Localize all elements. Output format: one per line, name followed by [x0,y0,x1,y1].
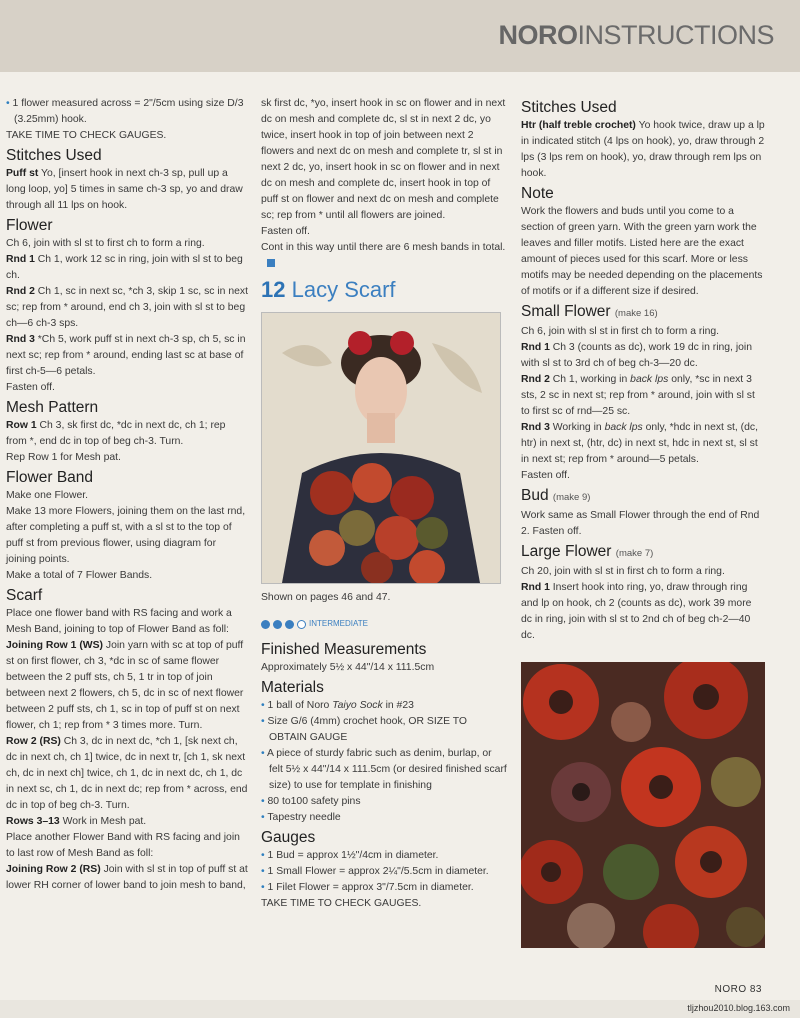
rnd3-text: *Ch 5, work puff st in next ch-3 sp, ch 5, sc in next sc; rep from * around, ending last sc at base of first ch-5—6 petals. [6,334,246,377]
small-flower-title: Small Flower [521,303,611,320]
fasten-off-2: Fasten off. [261,226,310,237]
shown-on: Shown on pages 46 and 47. [261,592,391,603]
bud-count: (make 9) [552,492,591,503]
stitches-heading: Stitches Used [6,147,102,164]
model-photo [261,312,501,584]
material-item: • A piece of sturdy fabric such as denim, burlap, or felt 5½ x 44"/14 x 111.5cm (or desired finished scarf size) to use for template in finishing [261,746,507,794]
flower-ch: Ch 6, join with sl st to first ch to form a ring. [6,238,205,249]
stitches-heading-2: Stitches Used [521,99,617,116]
take-time-note: TAKE TIME TO CHECK GAUGES. [6,130,167,141]
s-rnd2-label: Rnd 2 [521,374,550,385]
material-item: • 80 to100 safety pins [261,794,507,810]
row2-text: Ch 3, dc in next dc, *ch 1, [sk next ch, dc in next ch, ch 1] twice, dc in next tr, [ch 1, sk next ch, dc in next ch] twice, ch 1, dc in next dc, ch 1, dc in next sc, ch 1, dc in next dc; rep from * across, end dc in top of beg ch-3. Turn. [6,736,248,811]
small-flower-heading [521,302,765,323]
material-item: • Tapestry needle [261,810,507,826]
large-flower-title: Large Flower [521,543,612,560]
jr1-text: Join yarn with sc at top of puff st on first flower, ch 3, *dc in sc of same flower between the 2 puff sts, ch 5, 1 tr in top of join between next 2 flowers, ch 5, dc in sc of next flower between 2 puff sts, ch 1, sc in top of puff st on next flower, ch 1; rep from * 3 times more. Turn. [6,640,244,731]
rep-row: Rep Row 1 for Mesh pat. [6,452,121,463]
s-rnd3-italic: back lps [604,422,643,433]
difficulty-dot-icon [273,620,282,629]
band-2: Make 13 more Flowers, joining them on the last rnd, after completing a puff st, with a sl st to the top of puff st from previous flower, using diagram for joining points. [6,506,246,565]
scarf-closeup-photo [521,662,765,948]
column-3 [521,96,765,948]
material-post: in #23 [385,700,414,711]
rows-text: Work in Mesh pat. [62,816,147,827]
large-flower-heading [521,542,765,563]
column-1 [6,96,248,894]
gauge-item: • 1 Small Flower = approx 2¼"/5.5cm in diameter. [261,864,507,880]
puff-label: Puff st [6,168,39,179]
bud-text: Work same as Small Flower through the end of Rnd 2. Fasten off. [521,510,760,537]
rnd2-text: Ch 1, sc in next sc, *ch 3, skip 1 sc, sc in next sc; rep from * around, end ch 3, join with sl st to beg ch—6 ch-3 sps. [6,286,248,329]
bud-heading [521,486,765,507]
take-time-note-2: TAKE TIME TO CHECK GAUGES. [261,898,422,909]
gauge-item: • 1 Bud = approx 1½"/4cm in diameter. [261,848,507,864]
fasten-off: Fasten off. [6,382,55,393]
difficulty-dot-icon [261,620,270,629]
column-2 [261,96,507,912]
material-pre: 1 ball of Noro [267,700,330,711]
l-rnd1-text: Insert hook into ring, yo, draw through ring and lp on hook, ch 2 (counts as dc), work 39 more dc in ring, join with sl st to 2nd ch of beg ch-2—40 dc. [521,582,752,641]
s-rnd2-pre: Ch 1, working in [552,374,628,385]
scarf-heading: Scarf [6,587,43,604]
model-photo-illustration [262,313,500,583]
difficulty-dot-empty-icon [297,620,306,629]
material-item: • Size G/6 (4mm) crochet hook, OR SIZE TO OBTAIN GAUGE [261,714,507,746]
rnd3-label: Rnd 3 [6,334,35,345]
pattern-name: Lacy Scarf [291,277,396,302]
page-footer [715,984,762,995]
band-3: Make a total of 7 Flower Bands. [6,570,153,581]
row1-label: Row 1 [6,420,37,431]
bottom-band [0,1000,800,1018]
rnd1-text: Ch 1, work 12 sc in ring, join with sl st to beg ch. [6,254,243,281]
s-rnd3-pre: Working in [552,422,602,433]
rnd1-label: Rnd 1 [6,254,35,265]
place-another: Place another Flower Band with RS facing and join to last row of Mesh Band as foll: [6,832,240,859]
s-rnd3-label: Rnd 3 [521,422,550,433]
large-flower-count: (make 7) [615,548,654,559]
header-section: INSTRUCTIONS [577,20,774,50]
small-ch: Ch 6, join with sl st in first ch to form a ring. [521,326,720,337]
footer-brand: NORO [714,984,747,995]
gauge-line: • 1 flower measured across = 2"/5cm using size D/3 (3.25mm) hook. [6,96,248,128]
gauges-heading: Gauges [261,829,316,846]
s-rnd1-text: Ch 3 (counts as dc), work 19 dc in ring, join with sl st to 3rd ch of beg ch-3—20 dc. [521,342,753,369]
note-heading: Note [521,185,554,202]
band-heading: Flower Band [6,469,94,486]
htr-label: Htr (half treble crochet) [521,120,636,131]
difficulty-rating [261,616,507,632]
row2-label: Row 2 (RS) [6,736,61,747]
large-ch: Ch 20, join with sl st in first ch to form a ring. [521,566,725,577]
s-rnd2-italic: back lps [630,374,669,385]
material-yarn: Taiyo Sock [332,700,383,711]
jr1-label: Joining Row 1 (WS) [6,640,103,651]
band-1: Make one Flower. [6,490,89,501]
header-brand: NORO [498,20,578,50]
l-rnd1-label: Rnd 1 [521,582,550,593]
finished-heading: Finished Measurements [261,641,427,658]
puff-text: Yo, [insert hook in next ch-3 sp, pull up a long loop, yo] 5 times in same ch-3 sp, yo and draw through all 11 lps on hook. [6,168,243,211]
jr2-text: Join with sl st in top of puff st at lower RH corner of lower band to join mesh to band, [6,864,248,891]
mesh-heading: Mesh Pattern [6,399,99,416]
scarf-closeup-illustration [521,662,765,948]
s-rnd1-label: Rnd 1 [521,342,550,353]
cont-text: sk first dc, *yo, insert hook in sc on flower and in next dc on mesh and complete dc, sl st in next 2 dc, yo twice, insert hook in top of join between next 2 flowers and next dc on mesh and complete tr, sl st in next 2 dc, yo, insert hook in sc on flower and in next dc on mesh and complete dc, insert hook in top of puff st on flower and next dc on mesh and complete sc; rep from * until all flowers are joined. [261,98,506,221]
s-rnd2-post: only, *sc in next 3 sts, 2 sc in next st; rep from * around, join with sl st to first sc of rnd—25 sc. [521,374,755,417]
rows-label: Rows 3–13 [6,816,60,827]
fasten-off-3: Fasten off. [521,470,570,481]
scarf-intro: Place one flower band with RS facing and work a Mesh Band, joining to top of Flower Band as foll: [6,608,232,635]
htr-text: Yo hook twice, draw up a lp in indicated stitch (4 lps on hook), yo, draw through 2 lps (3 lps rem on hook), yo, draw through rem lps on hook. [521,120,765,179]
small-flower-count: (make 16) [614,308,658,319]
finished-text: Approximately 5½ x 44"/14 x 111.5cm [261,662,435,673]
flower-heading: Flower [6,217,53,234]
row1-text: Ch 3, sk first dc, *dc in next dc, ch 1; rep from *, end dc in top of beg ch-3. Turn. [6,420,226,447]
note-text: Work the flowers and buds until you come to a section of green yarn. With the green yarn work the leaves and filler motifs. Listed here are the exact amount of pieces used for this scarf. More or less motifs may be needed depending on the placements of motifs or if a different size if desired. [521,206,763,297]
end-square-icon [267,259,275,267]
s-rnd3-post: only, *hdc in next st, (dc, htr) in next st, (htr, dc) in next st, hdc in next st, sl st in next st; rep from * around—5 petals. [521,422,759,465]
jr2-label: Joining Row 2 (RS) [6,864,101,875]
difficulty-level: INTERMEDIATE [309,619,368,628]
materials-heading: Materials [261,679,324,696]
bud-title: Bud [521,487,549,504]
cont-way: Cont in this way until there are 6 mesh bands in total. [261,242,506,253]
rnd2-label: Rnd 2 [6,286,35,297]
difficulty-dot-icon [285,620,294,629]
page-header [499,20,775,51]
gauge-item: • 1 Filet Flower = approx 3"/7.5cm in diameter. [261,880,507,896]
source-credit: tljzhou2010.blog.163.com [687,1003,790,1013]
material-item [261,698,507,714]
page-number: 83 [749,984,762,995]
pattern-number: 12 [261,277,286,302]
pattern-title [261,276,507,304]
